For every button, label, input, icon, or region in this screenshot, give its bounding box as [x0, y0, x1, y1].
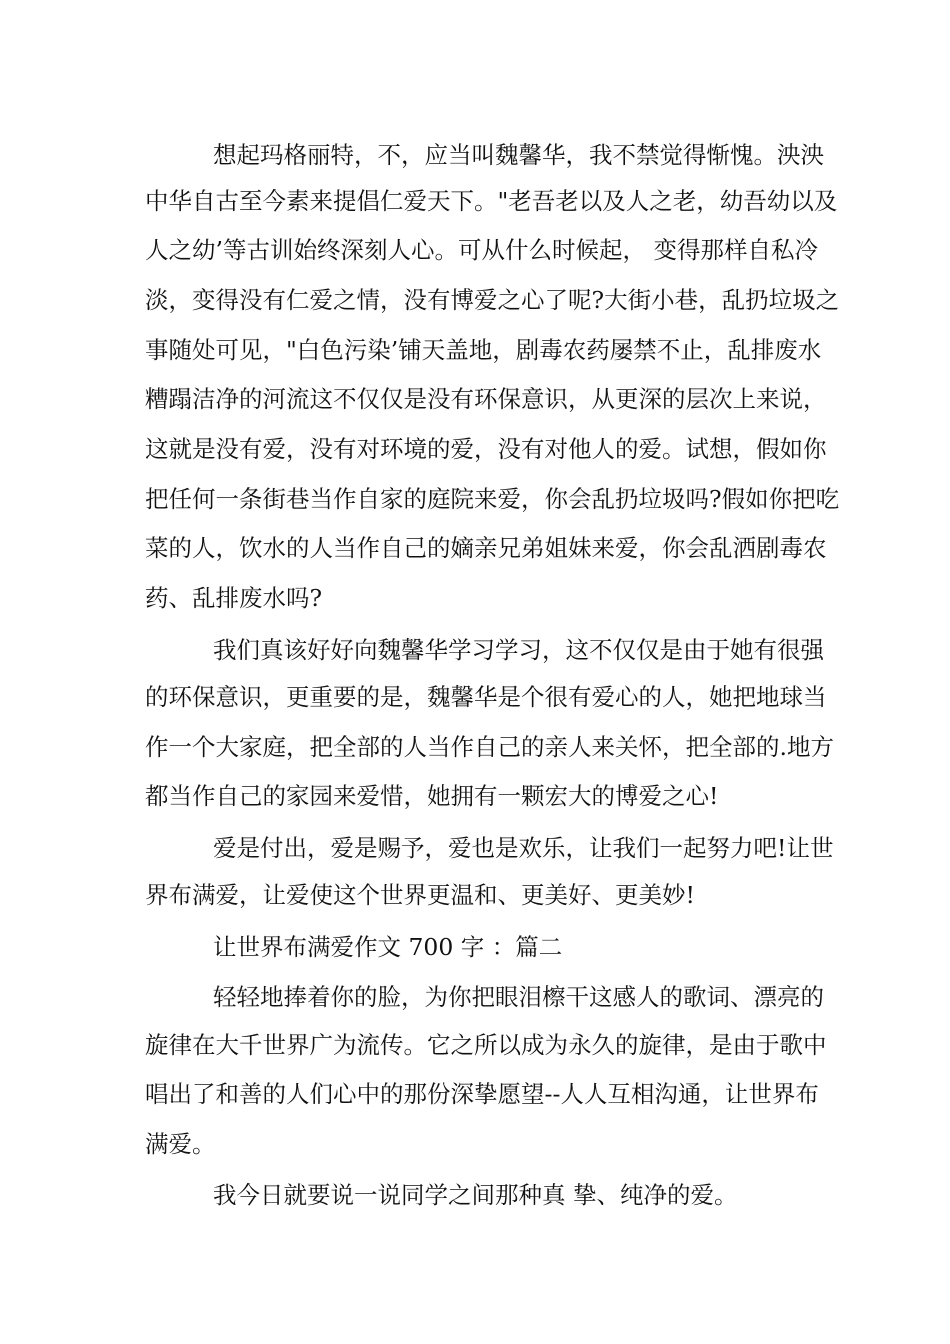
section-title: 让世界布满爱作文 700 字 ：篇二 [213, 933, 563, 961]
text-line: 我今日就要说一说同学之间那种真 挚、纯净的爱。 [213, 1181, 738, 1209]
text-line: 事随处可见，"白色污染’铺天盖地，剧毒农药屡禁不止，乱排废水 [145, 336, 822, 364]
text-line: 都当作自己的家园来爱惜，她拥有一颗宏大的博爱之心! [145, 782, 719, 810]
text-line: 想起玛格丽特，不，应当叫魏馨华，我不禁觉得惭愧。泱泱 [213, 141, 824, 169]
text-line: 这就是没有爱，没有对环境的爱，没有对他人的爱。试想，假如你 [145, 435, 827, 463]
text-line: 菜的人，饮水的人当作自己的嫡亲兄弟姐妹来爱，你会乱洒剧毒农 [145, 534, 827, 562]
text-line: 我们真该好好向魏馨华学习学习，这不仅仅是由于她有很强 [213, 636, 824, 664]
text-line: 淡，变得没有仁爱之情，没有博爱之心了呢?大街小巷，乱扔垃圾之 [145, 286, 840, 314]
text-line: 满爱。 [145, 1130, 216, 1158]
text-line: 糟蹋洁净的河流这不仅仅是没有环保意识，从更深的层次上来说， [145, 385, 827, 413]
text-line: 中华自古至今素来提倡仁爱天下。"老吾老以及人之老，幼吾幼以及 [145, 187, 838, 215]
text-line: 爱是付出，爱是赐予，爱也是欢乐，让我们一起努力吧!让世 [213, 834, 834, 862]
text-line: 的环保意识，更重要的是，魏馨华是个很有爱心的人，她把地球当 [145, 683, 827, 711]
text-line: 人之幼’等古训始终深刻人心。可从什么时候起， 变得那样自私冷 [145, 236, 818, 264]
text-line: 唱出了和善的人们心中的那份深挚愿望--人人互相沟通，让世界布 [145, 1080, 819, 1108]
text-line: 把任何一条街巷当作自家的庭院来爱，你会乱扔垃圾吗?假如你把吃 [145, 485, 840, 513]
text-line: 作一个大家庭，把全部的人当作自己的亲人来关怀，把全部的.地方 [145, 733, 834, 761]
text-line: 界布满爱，让爱使这个世界更温和、更美好、更美妙! [145, 881, 695, 909]
text-line: 轻轻地捧着你的脸，为你把眼泪檫干这感人的歌词、漂亮的 [213, 983, 824, 1011]
text-line: 药、乱排废水吗? [145, 584, 323, 612]
text-line: 旋律在大千世界广为流传。它之所以成为永久的旋律，是由于歌中 [145, 1031, 827, 1059]
